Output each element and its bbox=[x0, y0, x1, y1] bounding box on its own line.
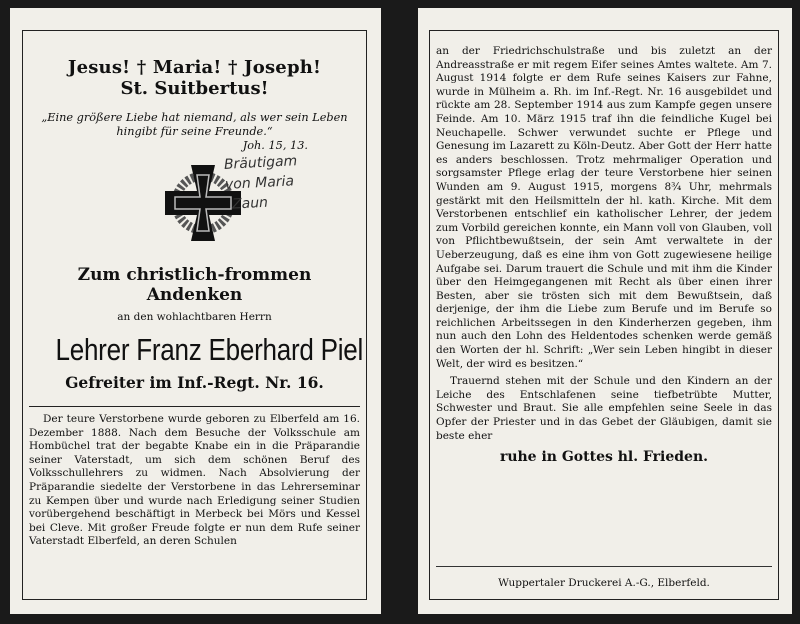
heading-holy-names: Jesus! † Maria! † Joseph! bbox=[67, 57, 322, 78]
biography-right bbox=[436, 45, 772, 443]
deceased-name: Lehrer Franz Eberhard Piel bbox=[55, 332, 364, 367]
right-frame bbox=[429, 30, 779, 600]
heading-saint: St. Suitbertus! bbox=[120, 78, 269, 99]
fold-gap bbox=[381, 0, 418, 624]
right-page bbox=[418, 8, 792, 614]
military-rank: Gefreiter im Inf.-Regt. Nr. 16. bbox=[65, 373, 324, 392]
mourning-paragraph: Trauernd stehen mit der Schule und den Kindern an der Leiche des Entschlafenen seine tiefbetrübte Mutter, Schwester und Braut. Sie alle empfehlen seine Seele in das Opfer der Priester und in das Gebet der Gläubigen, damit sie beste eher bbox=[436, 375, 772, 442]
handwritten-line: Bräutigam bbox=[223, 153, 298, 173]
closing-line: ruhe in Gottes hl. Frieden. bbox=[499, 449, 709, 466]
left-frame bbox=[22, 30, 367, 600]
handwritten-line: von Maria bbox=[224, 173, 295, 193]
divider bbox=[29, 406, 360, 407]
bible-quote: „Eine größere Liebe hat niemand, als wer sein Leben hingibt für seine Freunde.“ bbox=[41, 111, 348, 138]
memorial-subline: an den wohlachtbaren Herrn bbox=[117, 311, 272, 323]
printer-rule bbox=[436, 566, 772, 567]
handwritten-note bbox=[223, 151, 299, 215]
biography-paragraph: Der teure Verstorbene wurde geboren zu Elberfeld am 16. Dezember 1888. Nach dem Besuche der Volksschule am Hombüchel trat der begabte Knabe ein in die Präparandie seiner Vaterstadt, um sich dem schönen Beruf des Volksschullehrers zu widmen. Nach Absolvierung der Präparandie siedelte der Verstorbene in das Lehrerseminar zu Kempen über und wurde nach Erledigung seiner Studien vorübergehend beschäftigt in Merbeck bei Mörs und Kessel bei Cleve. Mit großer Freude folgte er nun dem Rufe seiner Vaterstadt Elberfeld, an deren Schulen bbox=[29, 413, 360, 548]
printer-imprint: Wuppertaler Druckerei A.-G., Elberfeld. bbox=[498, 577, 710, 589]
quote-reference: Joh. 15, 13. bbox=[242, 139, 308, 152]
handwritten-line: Zaun bbox=[231, 194, 269, 213]
left-page bbox=[10, 8, 381, 614]
memorial-heading: Zum christlich-frommen Andenken bbox=[77, 265, 312, 305]
cross-row bbox=[29, 153, 360, 247]
biography-paragraph: an der Friedrichschulstraße und bis zuletzt an der Andreasstraße er mit regem Eifer seines Amtes waltete. Am 7. August 1914 folgte er dem Rufe seines Kaisers zur Fahne, wurde in Mülheim a. Rh. im Inf.-Regt. Nr. 16 ausgebildet und rückte am 28. September 1914 aus zum Kampfe gegen unsere Feinde. Am 10. März 1915 traf ihn die feindliche Kugel bei Neuchapelle. Schwer verwundet suchte er Pflege und Genesung im Lazarett zu Köln-Deutz. Aber Gott der Herr hatte es anders beschlossen. Trotz mehrmaliger Operation und sorgsamster Pflege erlag der teure Verstorbene hier seinen Wunden am 9. August 1915, morgens 8¾ Uhr, mehrmals gestärkt mit den Heilsmitteln der hl. kath. Kirche. Mit dem Verstorbenen entschlief ein katholischer Lehrer, der jedem zum Vorbild gereichen konnte, ein Mann voll von Glauben, voll von Pflichtbewußtsein, der sein Amt verwaltete in der Ueberzeugung, daß es eine ihm von Gott zugewiesene heilige Aufgabe sei. Darum trauert die Schule und mit ihm die Kinder über den Heimgegangenen mit Recht als über einen ihrer Besten, aber sie trösten sich mit dem Bewußtsein, daß derjenige, der ihm die Liebe zum Berufe und im Berufe so reichlichen Arbeitssegen in den Kinderherzen gegeben, ihm nun auch den Lohn des Heldentodes schenken werde gemäß den Worten der hl. Schrift: „Wer sein Leben hingibt in dieser Welt, der wird es besitzen.“ bbox=[436, 45, 772, 370]
biography-left bbox=[29, 413, 360, 549]
